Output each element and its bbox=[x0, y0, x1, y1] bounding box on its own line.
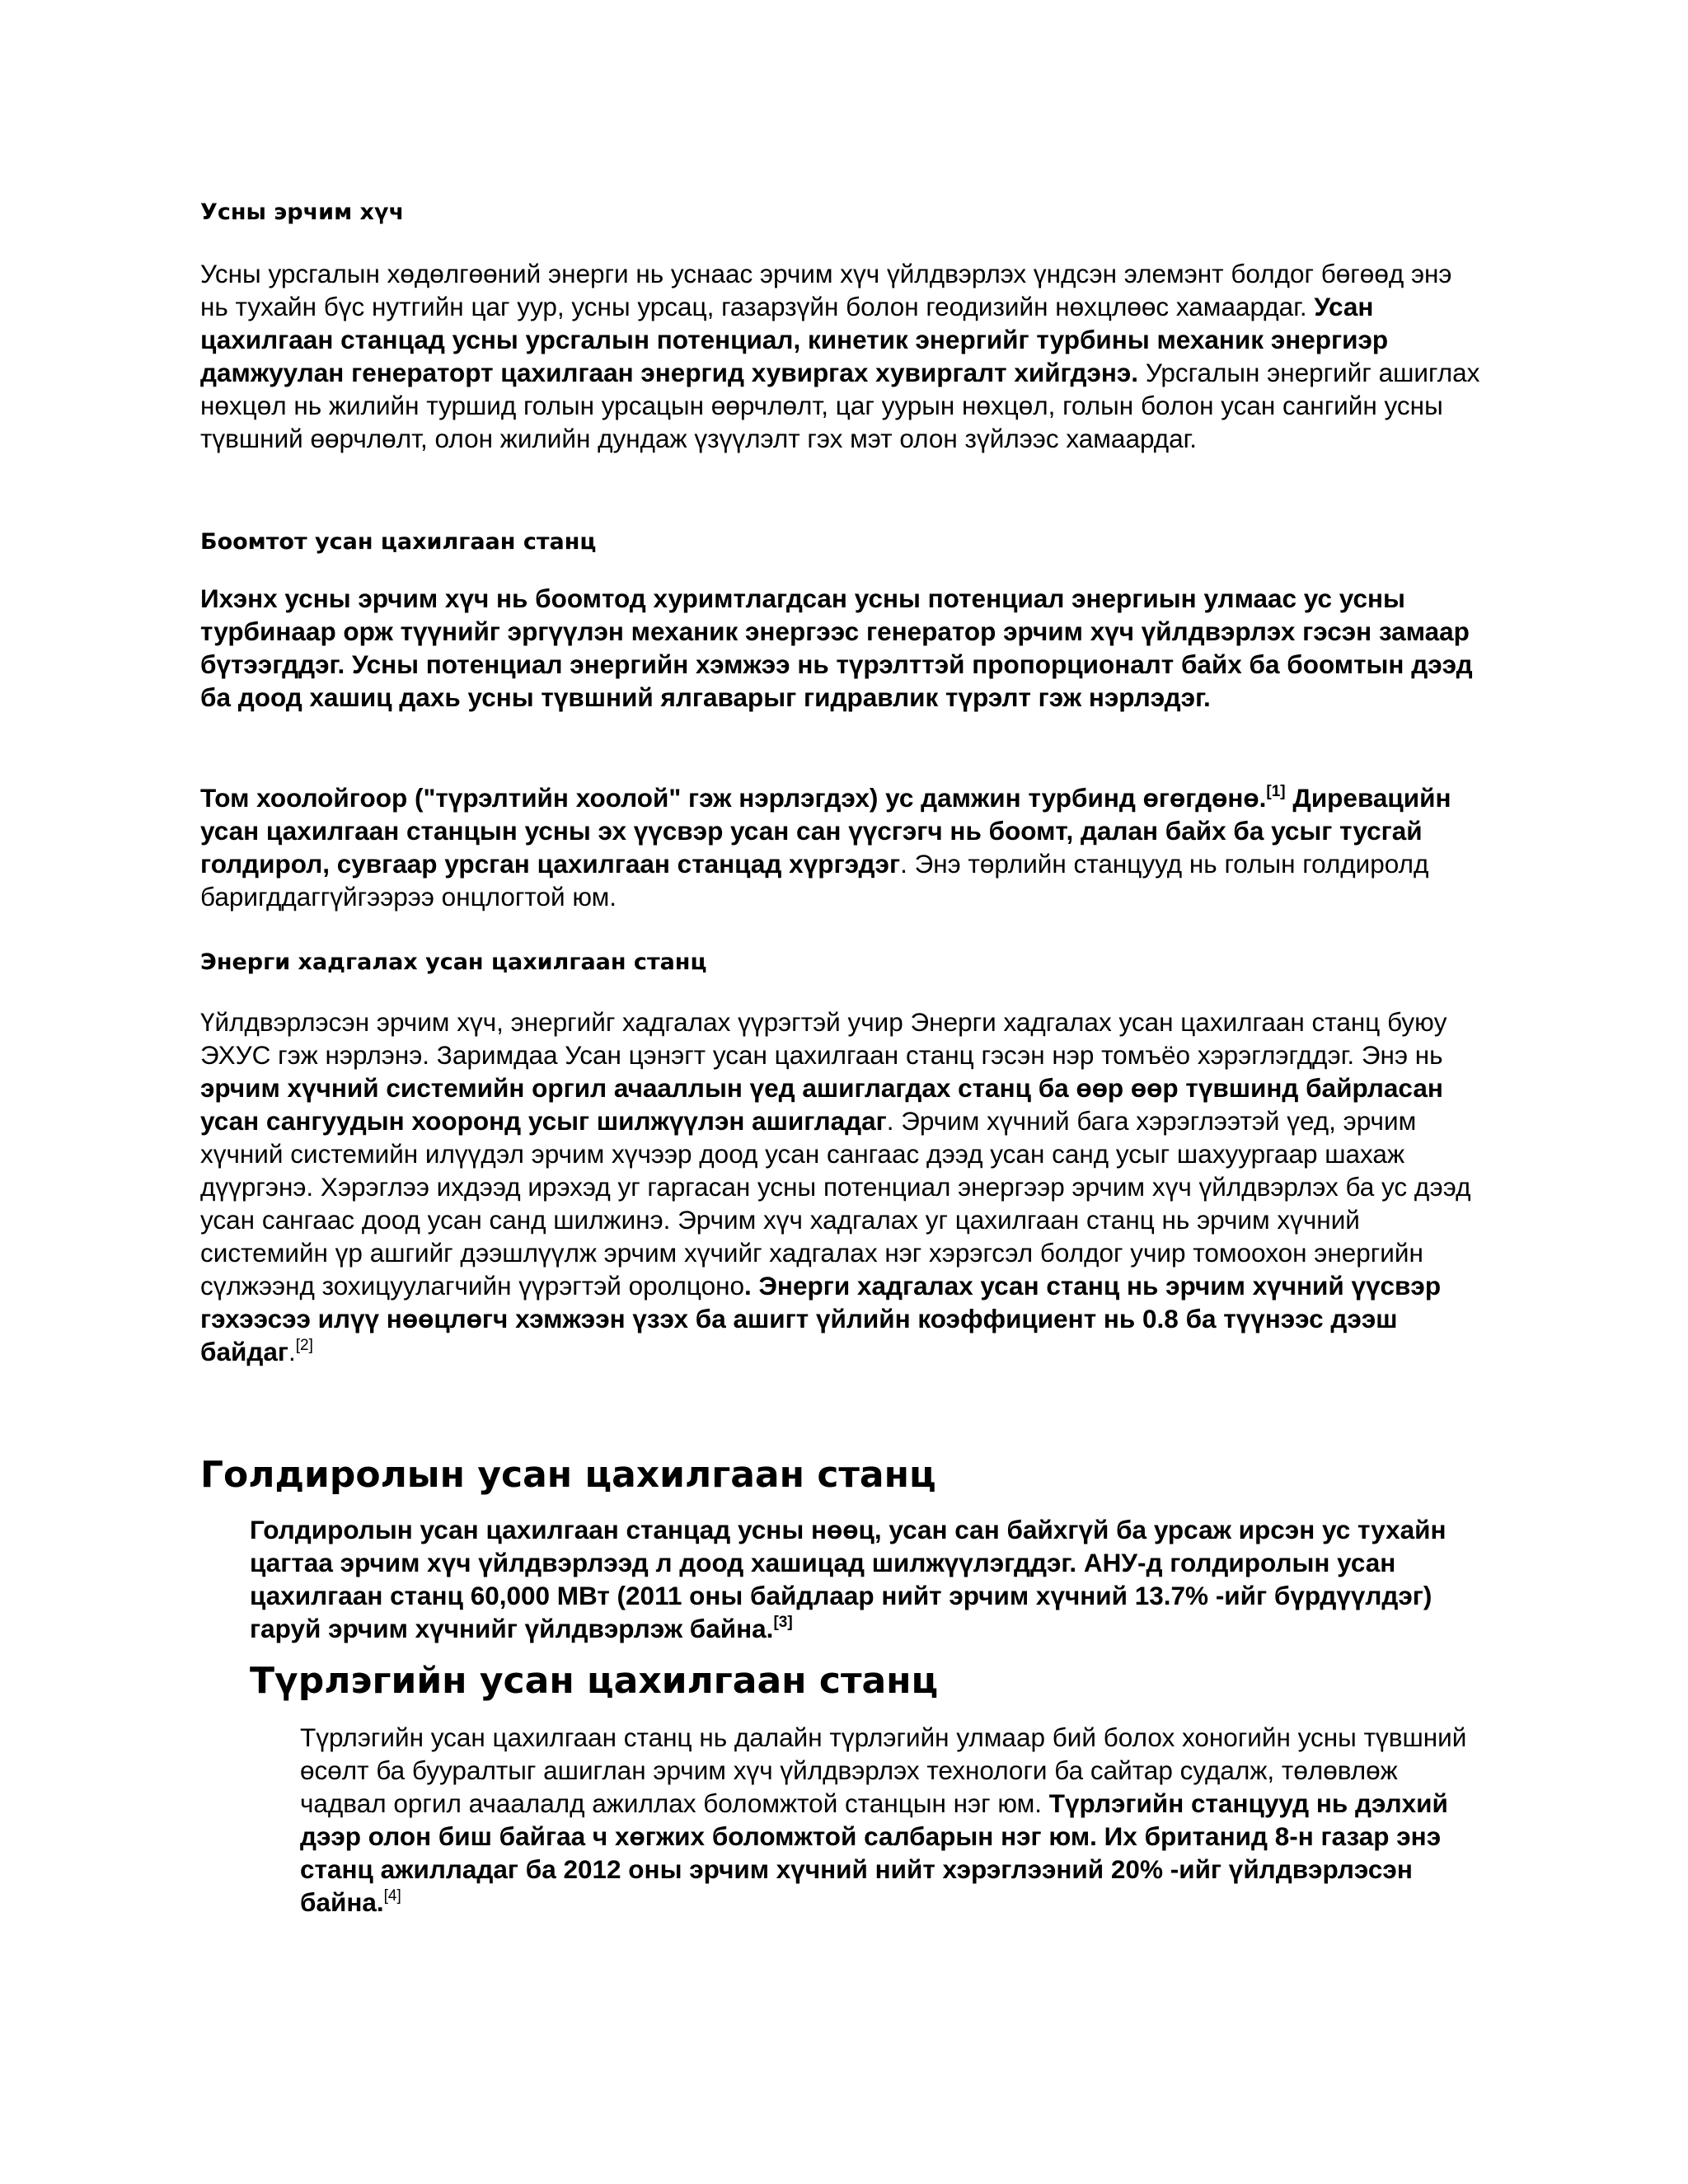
section-storage-station bbox=[200, 948, 1486, 977]
text-run: Үйлдвэрлэсэн эрчим хүч, энергийг хадгалах үүрэгтэй учир Энерги хадгалах усан цахилгаан станц буюу ЭХУС гэж нэрлэнэ. Заримдаа Усан цэнэгт усан цахилгаан станц гэсэн нэр томъёо хэрэглэгддэг. Энэ нь bbox=[200, 1007, 1447, 1070]
bold-text-run: эрчим хүчний системийн оргил ачааллын үед ашиглагдах станц ба өөр өөр түвшинд байрласан усан сангуудын хооронд усыг шилжүүлэн ашигладаг bbox=[200, 1073, 1443, 1136]
paragraph bbox=[200, 1005, 1486, 1368]
paragraph bbox=[200, 582, 1486, 714]
section-run-of-river bbox=[200, 1452, 1486, 1498]
text-run: Ихэнх усны эрчим хүч нь боомтод хуримтлагдсан усны потенциал энергиын улмаас ус усны турбинаар орж түүнийг эргүүлэн механик энергээс генератор эрчим хүч үйлдвэрлэх гэсэн замаар бүтээгддэг bbox=[200, 583, 1470, 679]
paragraph-dam-station-2 bbox=[200, 781, 1486, 913]
reference-marker[interactable]: [3] bbox=[773, 1614, 793, 1631]
paragraph bbox=[200, 781, 1486, 913]
reference-marker[interactable]: [1] bbox=[1266, 783, 1286, 800]
bold-text-run: Диревацийн усан цахилгаан станцын усны эх үүсвэр усан сан үүсгэгч нь боомт, далан байх ба усыг тусгай голдирол, сувгаар урсган цахилгаан станцад хүргэдэг bbox=[200, 783, 1451, 879]
section-water-energy bbox=[200, 198, 1486, 227]
paragraph bbox=[300, 1721, 1487, 1919]
paragraph-tidal bbox=[300, 1721, 1487, 1919]
section-title: Түрлэгийн усан цахилгаан станц bbox=[250, 1660, 939, 1702]
paragraph bbox=[250, 1513, 1486, 1645]
text-run: Усны урсгалын хөдөлгөөний энерги нь уснаас эрчим хүч үйлдвэрлэх үндсэн элемэнт болдог бөгөөд энэ нь тухайн бүс нутгийн цаг уур, усны урсац, газарзүйн болон геодизийн нөхцлөөс хамаардаг. bbox=[200, 259, 1452, 321]
paragraph-dam-station-1 bbox=[200, 582, 1486, 714]
section-heading: Энерги хадгалах усан цахилгаан станц bbox=[200, 949, 707, 975]
reference-marker[interactable]: [4] bbox=[383, 1887, 401, 1905]
paragraph-storage-station bbox=[200, 1005, 1486, 1368]
section-dam-station bbox=[200, 527, 1486, 557]
text-run: Урсгалын энергийг ашиглах нөхцөл нь жилийн туршид голын урсацын өөрчлөлт, цаг уурын нөхцөл, голын болон усан сангийн усны түвшний өөрчлөлт, олон жилийн дундаж үзүүлэлт гэх мэт олон зүйлээс хамаардаг. bbox=[200, 358, 1480, 453]
text-run: . Энэ төрлийн станцууд нь голын голдиролд баригддаггүйгээрээ онцлогтой юм. bbox=[200, 849, 1429, 912]
bold-text-run: Усан цахилгаан станцад усны урсгалын потенциал, кинетик энергийг турбины механик энергиэр дамжуулан генераторт цахилгаан энергид хувиргах хувиргалт хийгдэнэ. bbox=[200, 292, 1389, 387]
paragraph bbox=[200, 257, 1486, 455]
section-heading: Усны эрчим хүч bbox=[200, 199, 405, 225]
section-tidal bbox=[250, 1658, 1486, 1704]
paragraph-run-of-river bbox=[250, 1513, 1486, 1645]
text-run: . Усны потенциал энергийн хэмжээ нь түрэлттэй пропорционалт байх ба боомтын дээд ба доод хашиц дахь усны түвшний ялгаварыг гидравлик түрэлт гэж нэрлэдэг. bbox=[200, 649, 1473, 712]
paragraph-water-energy bbox=[200, 257, 1486, 455]
bold-text-run: . Энерги хадгалах усан станц нь эрчим хүчний үүсвэр гэхээсээ илүү нөөцлөгч хэмжээн үзэх ба ашигт үйлийн коэффициент нь 0.8 ба түүнээс дээш байдаг bbox=[200, 1271, 1442, 1366]
text-run: . Эрчим хүчний бага хэрэглээтэй үед, эрчим хүчний системийн илүүдэл эрчим хүчээр доод усан сангаас дээд усан санд усыг шахуургаар шахаж дүүргэнэ. Хэрэглээ ихдээд ирэхэд уг гаргасан усны потенциал энергээр эрчим хүч үйлдвэрлэх ба ус дээд усан сангаас доод усан санд шилжинэ. Эрчим хүч хадгалах уг цахилгаан станц нь эрчим хүчний системийн үр ашгийг дээшлүүлж эрчим хүчийг хадгалах нэг хэрэгсэл болдог учир томоохон энергийн сүлжээнд зохицуулагчийн үүрэгтэй оролцоно bbox=[200, 1106, 1471, 1301]
text-run: . bbox=[288, 1337, 296, 1366]
section-heading: Боомтот усан цахилгаан станц bbox=[200, 529, 597, 555]
bold-text-run: Түрлэгийн станцууд нь дэлхий дээр олон биш байгаа ч хөгжих боломжтой салбарын нэг юм. Их британид 8-н газар энэ станц ажилладаг ба 2012 оны эрчим хүчний нийт хэрэглээний 20% -ийг үйлдвэрлэсэн байна. bbox=[300, 1788, 1448, 1917]
text-run: Голдиролын усан цахилгаан станцад усны нөөц, усан сан байхгүй ба урсаж ирсэн ус тухайн цагтаа эрчим хүч үйлдвэрлээд л доод хашицад шилжүүлэгддэг. АНУ-д голдиролын усан цахилгаан станц 60,000 МВт (2011 оны байдлаар нийт эрчим хүчний 13.7% -ийг бүрдүүлдэг) гаруй эрчим хүчнийг үйлдвэрлэж байна. bbox=[250, 1515, 1447, 1643]
text-run: Түрлэгийн усан цахилгаан станц нь далайн түрлэгийн улмаар бий болох хоногийн усны түвшний өсөлт ба бууралтыг ашиглан эрчим хүч үйлдвэрлэх технологи ба сайтар судалж, төлөвлөж чадвал оргил ачаалалд ажиллах боломжтой станцын нэг юм. bbox=[300, 1722, 1467, 1818]
bold-text-run: Том хоолойгоор ("түрэлтийн хоолой" гэж нэрлэгдэх) ус дамжин турбинд өгөгдөнө. bbox=[200, 783, 1267, 813]
reference-marker[interactable]: [2] bbox=[295, 1337, 313, 1354]
section-title: Голдиролын усан цахилгаан станц bbox=[200, 1454, 936, 1496]
